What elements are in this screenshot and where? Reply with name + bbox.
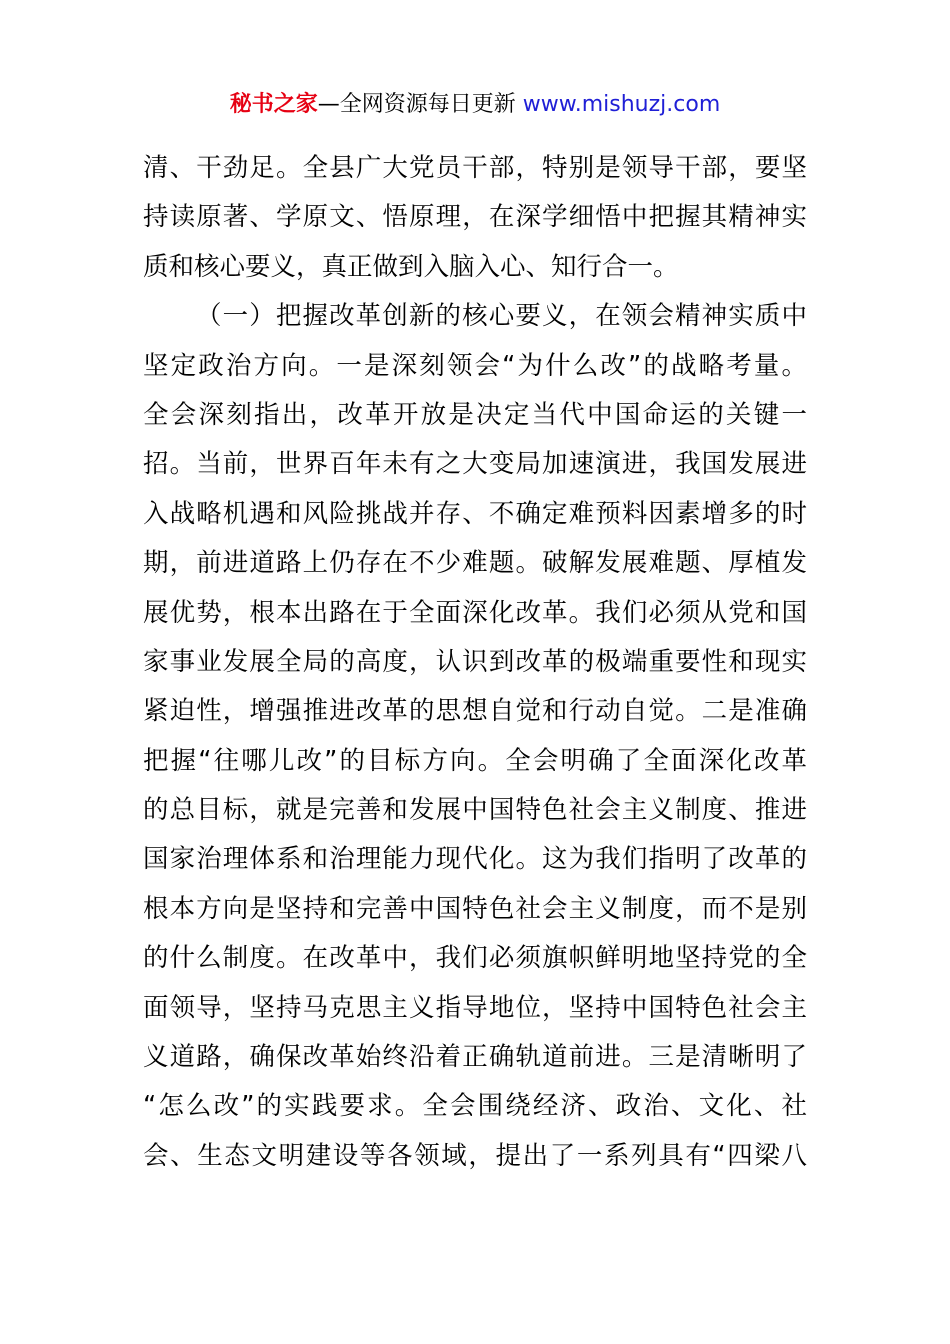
header-tagline: —全网资源每日更新 [317,92,523,117]
text-line: “怎么改”的实践要求。全会围绕经济、政治、文化、社 [143,1091,807,1122]
text-line: 展优势，根本出路在于全面深化改革。我们必须从党和国 [143,597,807,628]
text-line: 会、生态文明建设等各领域，提出了一系列具有“四梁八 [143,1140,807,1171]
text-line: 国家治理体系和治理能力现代化。这为我们指明了改革的 [143,844,807,875]
document-body [143,144,807,1181]
text-line: 义道路，确保改革始终沿着正确轨道前进。三是清晰明了 [143,1042,807,1073]
text-line: 持读原著、学原文、悟原理，在深学细悟中把握其精神实 [143,202,807,233]
text-line: 入战略机遇和风险挑战并存、不确定难预料因素增多的时 [143,498,807,529]
text-line: 面领导，坚持马克思主义指导地位，坚持中国特色社会主 [143,992,807,1023]
text-line: 招。当前，世界百年未有之大变局加速演进，我国发展进 [143,449,807,480]
text-line: 把握“往哪儿改”的目标方向。全会明确了全面深化改革 [143,745,807,776]
text-line: 紧迫性，增强推进改革的思想自觉和行动自觉。二是准确 [143,696,807,727]
text-line: 全会深刻指出，改革开放是决定当代中国命运的关键一 [143,399,807,430]
text-line: 期，前进道路上仍存在不少难题。破解发展难题、厚植发 [143,548,807,579]
brand-name: 秘书之家 [229,92,318,117]
text-line: 坚定政治方向。一是深刻领会“为什么改”的战略考量。 [143,350,807,381]
page-header [0,88,950,122]
text-line: 根本方向是坚持和完善中国特色社会主义制度，而不是别 [143,893,807,924]
site-url-link[interactable]: www.mishuzj.com [522,92,721,117]
text-line: 的什么制度。在改革中，我们必须旗帜鲜明地坚持党的全 [143,943,807,974]
text-line: 的总目标，就是完善和发展中国特色社会主义制度、推进 [143,795,807,826]
section-heading-line: （一）把握改革创新的核心要义，在领会精神实质中 [196,301,807,332]
text-line: 质和核心要义，真正做到入脑入心、知行合一。 [143,251,679,282]
text-line: 家事业发展全局的高度，认识到改革的极端重要性和现实 [143,646,807,677]
text-line: 清、干劲足。全县广大党员干部，特别是领导干部，要坚 [143,153,807,183]
